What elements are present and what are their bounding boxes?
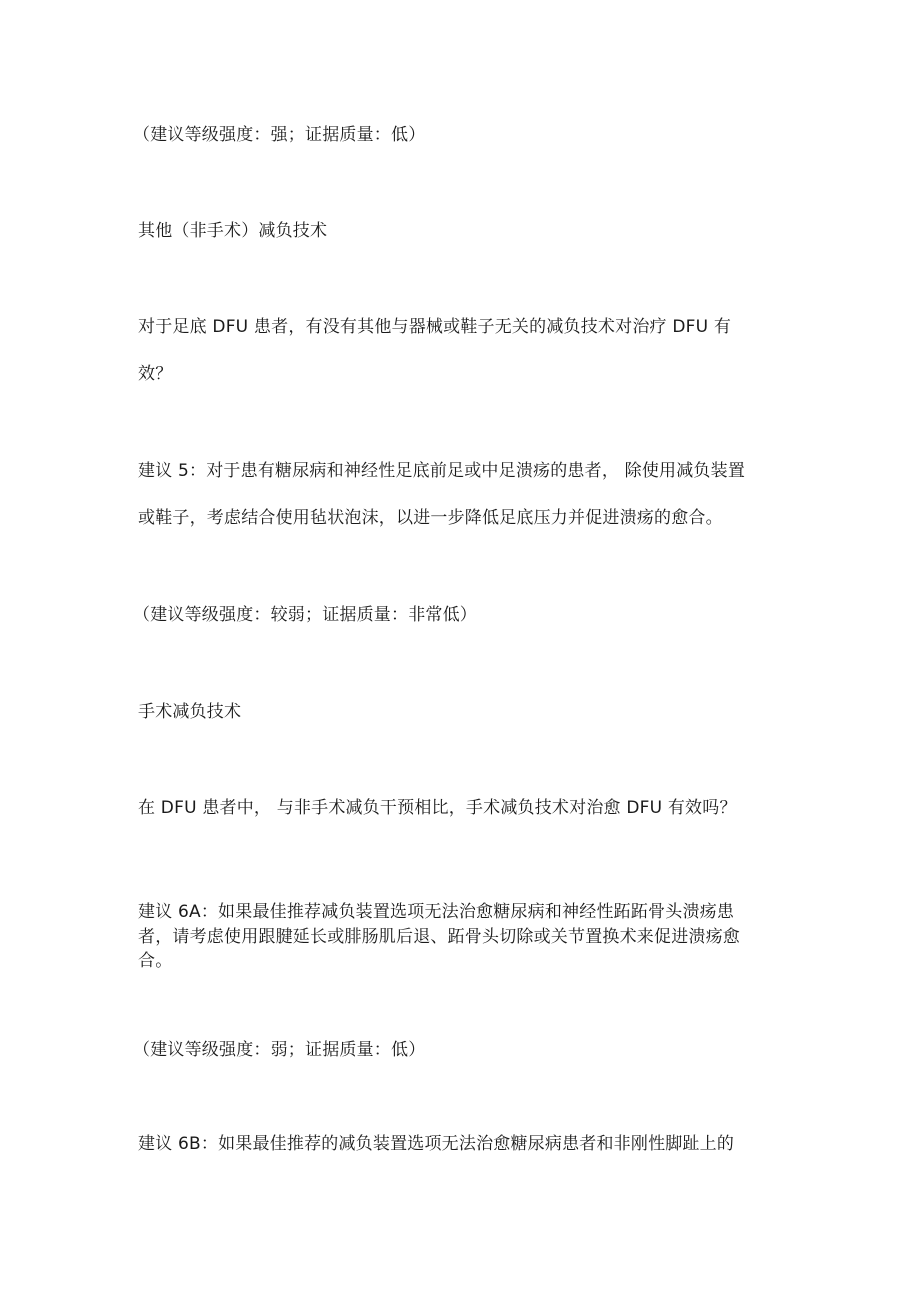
recommendation-grade-text: （建议等级强度：较弱；证据质量：非常低） bbox=[133, 605, 477, 625]
recommendation-6a-text-continued: 合。 bbox=[138, 951, 173, 971]
recommendation-6b-text: 建议 6B：如果最佳推荐的减负装置选项无法治愈糖尿病患者和非刚性脚趾上的 bbox=[138, 1134, 735, 1154]
section-heading-nonsurgical-offloading: 其他（非手术）减负技术 bbox=[138, 221, 328, 241]
section-heading-surgical-offloading: 手术减负技术 bbox=[138, 702, 242, 722]
recommendation-6a-text: 建议 6A：如果最佳推荐减负装置选项无法治愈糖尿病和神经性跖跖骨头溃疡患 bbox=[138, 902, 735, 922]
question-text: 在 DFU 患者中， 与非手术减负干预相比，手术减负技术对治愈 DFU 有效吗？ bbox=[138, 798, 737, 818]
recommendation-5-text: 建议 5：对于患有糖尿病和神经性足底前足或中足溃疡的患者， 除使用减负装置 bbox=[138, 461, 746, 481]
question-text-continued: 效？ bbox=[138, 364, 173, 384]
recommendation-grade-text: （建议等级强度：弱；证据质量：低） bbox=[133, 1040, 426, 1060]
question-text: 对于足底 DFU 患者，有没有其他与器械或鞋子无关的减负技术对治疗 DFU 有 bbox=[138, 317, 732, 337]
recommendation-5-text-continued: 或鞋子，考虑结合使用毡状泡沫，以进一步降低足底压力并促进溃疡的愈合。 bbox=[138, 508, 723, 528]
recommendation-grade-text: （建议等级强度：强；证据质量：低） bbox=[133, 125, 426, 145]
recommendation-6a-text-continued: 者，请考虑使用跟腱延长或腓肠肌后退、跖骨头切除或关节置换术来促进溃疡愈 bbox=[138, 927, 740, 947]
